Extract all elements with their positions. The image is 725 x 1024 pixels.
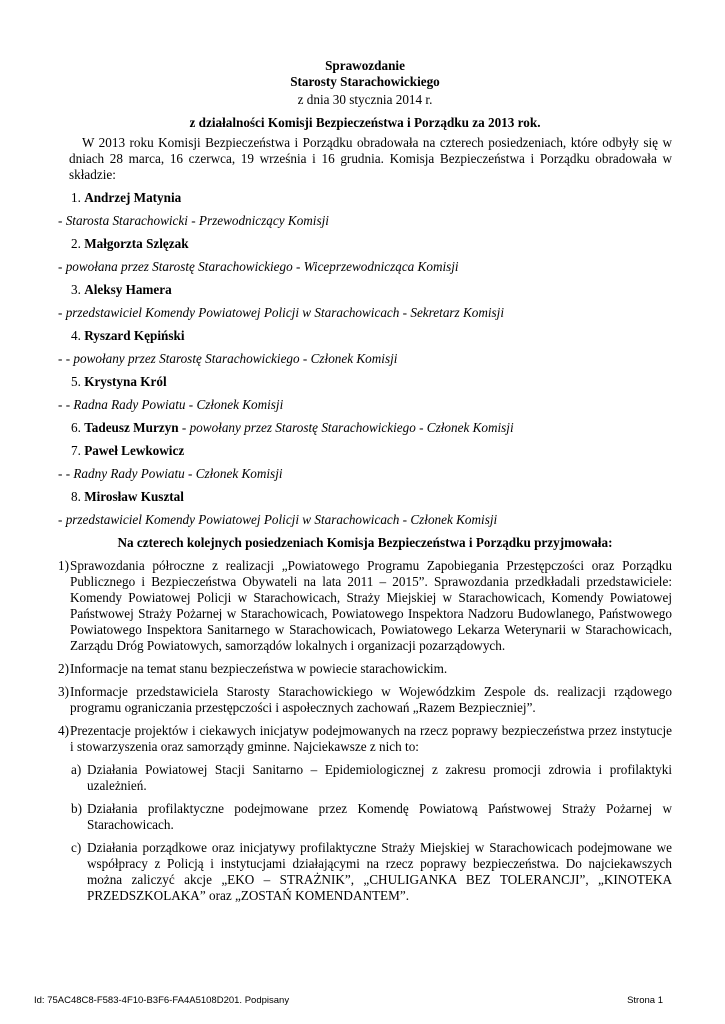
list-item-text: Informacje przedstawiciela Starosty Starachowickiego w Wojewódzkim Zespole ds. realizacji rządowego programu ograniczania przestępczości i aspołecznych zachowań „Razem Bezpieczniej”. — [70, 684, 672, 715]
list-item-number: 3) — [58, 684, 69, 699]
member-number: 6. — [71, 420, 81, 435]
member-name: Aleksy Hamera — [84, 282, 172, 297]
member-6 — [58, 420, 672, 436]
member-number: 1. — [71, 190, 81, 205]
list-item-text: Informacje na temat stanu bezpieczeństwa w powiecie starachowickim. — [70, 661, 448, 676]
list-item — [58, 723, 672, 755]
member-name: Ryszard Kępiński — [84, 328, 185, 343]
member-number: 7. — [71, 443, 81, 458]
member-8 — [58, 489, 672, 505]
sub-list-item — [58, 801, 672, 833]
member-role: - powołana przez Starostę Starachowickiego - Wiceprzewodnicząca Komisji — [58, 259, 459, 274]
member-name: Mirosław Kusztal — [84, 489, 184, 504]
intro-paragraph: W 2013 roku Komisji Bezpieczeństwa i Porządku obradowała na czterech posiedzeniach, które odbyły się w dniach 28 marca, 16 czerwca, 19 września i 16 grudnia. Komisja Bezpieczeństwa i Porządku obradowała w składzie: — [69, 135, 672, 182]
member-3 — [58, 282, 672, 298]
member-name: Tadeusz Murzyn — [84, 420, 179, 435]
footer-document-id: Id: 75AC48C8-F583-4F10-B3F6-FA4A5108D201. Podpisany — [34, 995, 290, 1006]
member-number: 4. — [71, 328, 81, 343]
member-name: Paweł Lewkowicz — [84, 443, 185, 458]
sub-list-item — [58, 840, 672, 904]
member-number: 2. — [71, 236, 81, 251]
section-heading: Na czterech kolejnych posiedzeniach Komisja Bezpieczeństwa i Porządku przyjmowała: — [117, 535, 613, 550]
member-name: Krystyna Król — [84, 374, 167, 389]
list-item — [58, 661, 672, 677]
sub-list-item-text: Działania Powiatowej Stacji Sanitarno – Epidemiologicznej z zakresu promocji zdrowia i profilaktyki uzależnień. — [87, 762, 672, 793]
list-item — [58, 684, 672, 716]
sub-list-item-text: Działania porządkowe oraz inicjatywy profilaktyczne Straży Miejskiej w Starachowicach podejmowane we współpracy z Policją i instytucjami działającymi na rzecz poprawy bezpieczeństwa. Do najciekawszych można zaliczyć akcje „EKO – STRAŻNIK”, „CHULIGANKA BEZ TOLERANCJI”, „KINOTEKA PRZEDSZKOLAKA” oraz „ZOSTAŃ KOMENDANTEM”. — [87, 840, 672, 903]
member-name: Andrzej Matynia — [84, 190, 182, 205]
member-number: 5. — [71, 374, 81, 389]
member-role: - Starosta Starachowicki - Przewodniczący Komisji — [58, 213, 329, 228]
member-role: - przedstawiciel Komendy Powiatowej Policji w Starachowicach - Sekretarz Komisji — [58, 305, 505, 320]
member-1 — [58, 190, 672, 206]
member-name: Małgorzta Szlęzak — [84, 236, 189, 251]
list-item-number: 1) — [58, 558, 69, 573]
list-item-text: Prezentacje projektów i ciekawych inicjatyw podejmowanych na rzecz poprawy bezpieczeństwa przez instytucje i stowarzyszenia oraz samorządy gminne. Najciekawsze z nich to: — [70, 723, 672, 754]
document-date: z dnia 30 stycznia 2014 r. — [297, 92, 433, 107]
member-7 — [58, 443, 672, 459]
member-4 — [58, 328, 672, 344]
list-item-text: Sprawozdania półroczne z realizacji „Powiatowego Programu Zapobiegania Przestępczości oraz Porządku Publicznego i Bezpieczeństwa Obywateli na lata 2011 – 2015”. Sprawozdania przedkładali przedstawiciele: Komendy Powiatowej Policji w Starachowicach, Straży Miejskiej w Starachowicach, Komendy Powiatowej Państwowej Straży Pożarnej w Starachowicach, Powiatowego Inspektora Nadzoru Budowlanego, Państwowego Powiatowego Inspektora Sanitarnego w Starachowicach, Powiatowego Lekarza Weterynarii w Starachowicach, Zarządu Dróg Powiatowych, samorządów lokalnych i organizacji pozarządowych. — [70, 558, 672, 653]
sub-list-item-letter: a) — [71, 762, 82, 777]
member-role: - - Radny Rady Powiatu - Członek Komisji — [58, 466, 283, 481]
member-role: - - powołany przez Starostę Starachowickiego - Członek Komisji — [58, 351, 398, 366]
sub-list-item-text: Działania profilaktyczne podejmowane przez Komendę Powiatową Państwowej Straży Pożarnej w Starachowicach. — [87, 801, 672, 832]
member-number: 8. — [71, 489, 81, 504]
member-role: - powołany przez Starostę Starachowickiego - Członek Komisji — [181, 420, 514, 435]
member-role: - przedstawiciel Komendy Powiatowej Policji w Starachowicach - Członek Komisji — [58, 512, 498, 527]
document-author: Starosty Starachowickiego — [290, 74, 440, 89]
member-number: 3. — [71, 282, 81, 297]
document-page — [58, 58, 672, 904]
document-subject: z działalności Komisji Bezpieczeństwa i Porządku za 2013 rok. — [189, 115, 541, 130]
footer-page-number: Strona 1 — [627, 995, 663, 1006]
document-title: Sprawozdanie — [325, 58, 405, 73]
sub-list-item-letter: c) — [71, 840, 82, 855]
sub-list-item-letter: b) — [71, 801, 82, 816]
list-item — [58, 558, 672, 654]
list-item-number: 2) — [58, 661, 69, 676]
member-role: - - Radna Rady Powiatu - Członek Komisji — [58, 397, 284, 412]
sub-list-item — [58, 762, 672, 794]
member-2 — [58, 236, 672, 252]
list-item-number: 4) — [58, 723, 69, 738]
member-5 — [58, 374, 672, 390]
